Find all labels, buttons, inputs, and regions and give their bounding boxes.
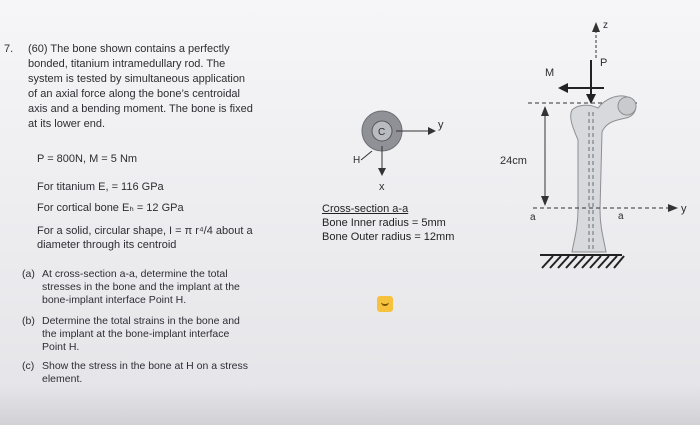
bone-y-axis-arrow bbox=[668, 204, 678, 212]
intro-line: (60) The bone shown contains a perfectly bbox=[28, 43, 230, 55]
intro-line: of an axial force along the bone’s centroidal bbox=[28, 88, 240, 100]
problem-number: 7. bbox=[4, 43, 14, 55]
question-label: (b) bbox=[22, 315, 35, 327]
dimension-label: 24cm bbox=[500, 155, 527, 167]
dimension-arrow-top bbox=[541, 106, 549, 116]
given-cortical: For cortical bone Eₕ = 12 GPa bbox=[37, 202, 184, 214]
fixed-support-hatch bbox=[542, 256, 624, 268]
moment-m-arrow bbox=[558, 83, 568, 93]
question-line: element. bbox=[42, 373, 83, 385]
section-a-left-label: a bbox=[530, 212, 536, 223]
femoral-head bbox=[618, 97, 636, 115]
y-axis-arrow bbox=[428, 127, 436, 135]
dimension-arrow-bottom bbox=[541, 196, 549, 206]
intro-line: system is tested by simultaneous application bbox=[28, 73, 246, 85]
z-axis-label: z bbox=[603, 20, 608, 31]
cross-section-diagram bbox=[353, 111, 444, 193]
cross-section-title: Cross-section a-a bbox=[322, 203, 409, 215]
question-label: (a) bbox=[22, 268, 35, 280]
femur-shape bbox=[571, 96, 636, 252]
question-line: stresses in the bone and the implant at the bbox=[42, 281, 240, 293]
intro-line: bonded, titanium intramedullary rod. The bbox=[28, 58, 226, 70]
intro-line: at its lower end. bbox=[28, 118, 106, 130]
centroid-label: C bbox=[378, 127, 386, 138]
question-line: Point H. bbox=[42, 341, 80, 353]
question-line: At cross-section a-a, determine the total bbox=[42, 268, 228, 280]
moment-m-label: M bbox=[545, 67, 555, 79]
question-line: Determine the total strains in the bone and bbox=[42, 315, 240, 327]
question-line: bone-implant interface Point H. bbox=[42, 294, 187, 306]
outer-radius: Bone Outer radius = 12mm bbox=[322, 231, 455, 243]
point-h-label: H bbox=[353, 155, 361, 166]
given-inertia-1: For a solid, circular shape, I = π r⁴/4 about a bbox=[37, 225, 253, 237]
point-h-arrow bbox=[361, 151, 372, 160]
bone-diagram bbox=[500, 20, 687, 268]
force-p-label: P bbox=[600, 57, 608, 69]
question-line: the implant at the bone-implant interface bbox=[42, 328, 230, 340]
x-axis-label: x bbox=[379, 181, 385, 193]
inner-radius: Bone Inner radius = 5mm bbox=[322, 217, 446, 229]
given-loads: P = 800N, M = 5 Nm bbox=[37, 153, 138, 165]
bone-y-axis-label: y bbox=[681, 203, 687, 215]
question-label: (c) bbox=[22, 360, 35, 372]
section-a-right-label: a bbox=[618, 211, 624, 222]
question-line: Show the stress in the bone at H on a stress bbox=[42, 360, 249, 372]
y-axis-label: y bbox=[438, 119, 444, 131]
z-axis-arrow bbox=[592, 22, 600, 32]
x-axis-arrow bbox=[378, 168, 386, 176]
intro-line: axis and a bending moment. The bone is fixed bbox=[28, 103, 253, 115]
given-inertia-2: diameter through its centroid bbox=[37, 239, 177, 251]
given-titanium: For titanium E, = 116 GPa bbox=[37, 181, 164, 193]
